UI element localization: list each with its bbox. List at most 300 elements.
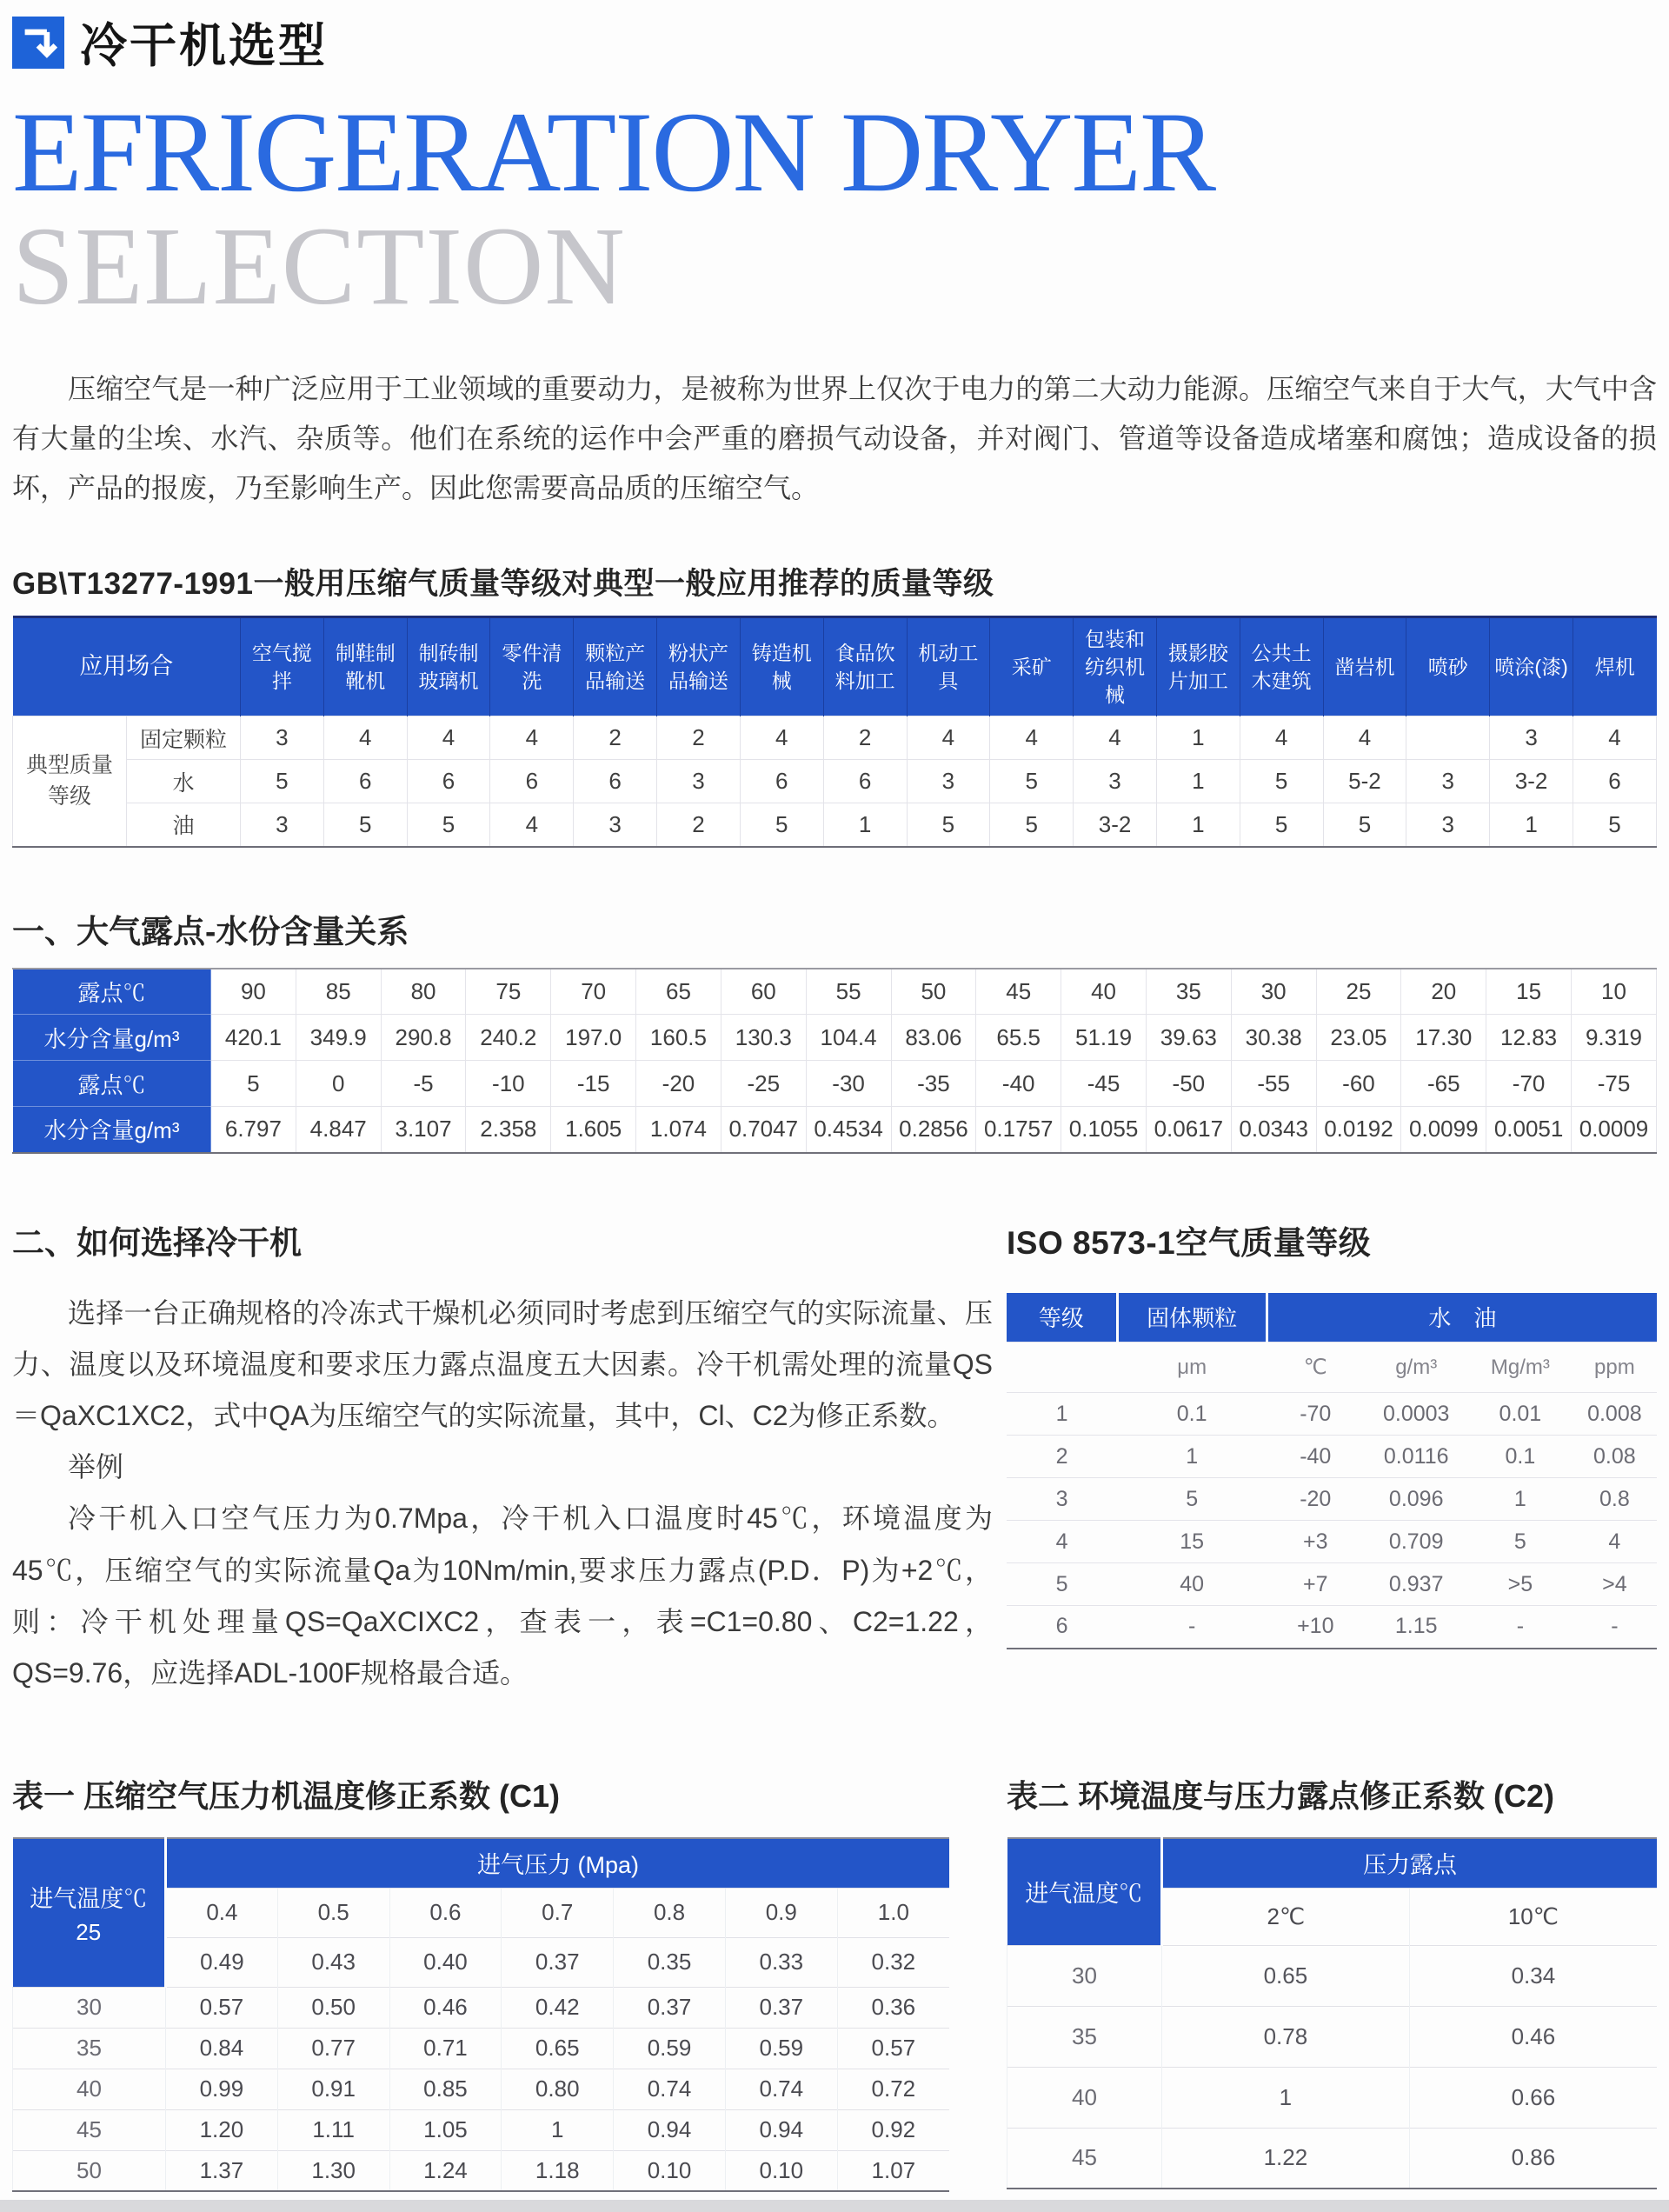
dew-value-cell: 10 (1572, 969, 1657, 1015)
c1-value-cell: 0.46 (389, 1987, 502, 2028)
page-title-cn: 冷干机选型 (80, 20, 328, 72)
gb-column-header: 机动工具 (907, 617, 990, 716)
section1-title: 一、大气露点-水份含量关系 (12, 913, 409, 949)
iso-col-solid: 固体颗粒 (1117, 1293, 1267, 1343)
example-paragraph: 冷干机入口空气压力为0.7Mpa，冷干机入口温度时45℃，环境温度为45℃，压缩空气的实际流量Qa为10Nm/min,要求压力露点(P.D．P)为+2℃，则：冷干机处理量QS=QaXCIXC2，查表一，表=C1=0.80、C2=1.22，QS=9.76，应选择ADL-100F规格最合适。 (12, 1502, 993, 1689)
iso-value-cell: -70 (1267, 1393, 1364, 1436)
c2-row-label: 45 (1007, 2128, 1162, 2189)
dew-value-cell: -30 (806, 1061, 891, 1107)
gb-column-header: 制砖制玻璃机 (407, 617, 490, 716)
c1-value-cell: 0.59 (614, 2028, 726, 2069)
middle-section (12, 1216, 1657, 1700)
dew-value-cell: 0 (296, 1061, 381, 1107)
c1-value-cell: 0.59 (725, 2028, 837, 2069)
iso-col-grade: 等级 (1007, 1293, 1117, 1343)
dew-value-cell: 0.0009 (1572, 1107, 1657, 1153)
gb-quality-table (12, 616, 1657, 848)
dew-value-cell: -70 (1486, 1061, 1572, 1107)
iso-value-cell: 0.01 (1468, 1393, 1573, 1436)
c1-correction-table (12, 1837, 949, 2192)
dew-row-label: 水分含量g/m³ (13, 1015, 211, 1061)
gb-value-cell: 4 (907, 716, 990, 760)
iso-value-cell: 0.937 (1364, 1563, 1468, 1606)
gb-column-header: 空气搅拌 (241, 617, 324, 716)
dew-value-cell: 90 (211, 969, 296, 1015)
dew-value-cell: -75 (1572, 1061, 1657, 1107)
gb-value-cell: 5 (407, 803, 490, 847)
gb-value-cell: 4 (323, 716, 407, 760)
page-bottom-edge (0, 2200, 1669, 2212)
dew-value-cell: 39.63 (1146, 1015, 1231, 1061)
iso-value-cell: +10 (1267, 1606, 1364, 1649)
dew-value-cell: 9.319 (1572, 1015, 1657, 1061)
iso-value-cell: 0.8 (1573, 1478, 1657, 1521)
dew-value-cell: 80 (381, 969, 466, 1015)
gb-value-cell: 4 (490, 803, 574, 847)
table-row (13, 1015, 1657, 1061)
dew-value-cell: -15 (551, 1061, 636, 1107)
table-row (1007, 1563, 1657, 1606)
dew-point-table (12, 968, 1657, 1154)
table-row (1007, 1945, 1658, 2006)
dew-value-cell: 65.5 (976, 1015, 1061, 1061)
gb-column-header: 焊机 (1573, 617, 1657, 716)
c1-value-cell: 0.10 (614, 2150, 726, 2191)
iso-value-cell: 0.1 (1468, 1436, 1573, 1478)
table-row (13, 760, 1657, 803)
c1-table-body (13, 1838, 950, 2191)
dew-value-cell: 25 (1316, 969, 1401, 1015)
gb-value-cell: 6 (823, 760, 907, 803)
c2-table-body (1007, 1838, 1658, 2189)
gb-column-header: 粉状产品输送 (657, 617, 741, 716)
c1-pressure-cell: 0.8 (614, 1888, 726, 1937)
table-row (1007, 1478, 1657, 1521)
dew-value-cell: 70 (551, 969, 636, 1015)
iso-value-cell: 4 (1573, 1521, 1657, 1563)
c1-value-cell: 0.94 (614, 2109, 726, 2150)
dew-value-cell: 6.797 (211, 1107, 296, 1153)
dew-value-cell: 17.30 (1401, 1015, 1486, 1061)
gb-column-header: 包装和纺织机械 (1074, 617, 1157, 716)
c1-column (12, 1772, 993, 2192)
dew-value-cell: 0.0192 (1316, 1107, 1401, 1153)
c1-row-label: 50 (13, 2150, 166, 2191)
gb-table-body (13, 716, 1657, 847)
gb-value-cell: 5 (740, 803, 823, 847)
gb-column-header: 颗粒产品输送 (574, 617, 657, 716)
c2-dewpoint-cell: 10℃ (1409, 1888, 1657, 1945)
dew-value-cell: -50 (1146, 1061, 1231, 1107)
gb-value-cell: 4 (490, 716, 574, 760)
iso-value-cell: 4 (1007, 1521, 1117, 1563)
c1-value-cell: 1.05 (389, 2109, 502, 2150)
c1-value-cell: 0.43 (277, 1937, 389, 1987)
gb-column-header: 摄影胶片加工 (1156, 617, 1240, 716)
gb-value-cell: 2 (823, 716, 907, 760)
iso-col-water-oil: 水 油 (1267, 1293, 1657, 1343)
iso-unit-cell: g/m³ (1364, 1343, 1468, 1393)
gb-value-cell: 5-2 (1323, 760, 1406, 803)
dew-value-cell: 1.074 (636, 1107, 721, 1153)
dew-value-cell: -20 (636, 1061, 721, 1107)
table-row (1007, 1606, 1657, 1649)
gb-value-cell: 3 (1406, 803, 1490, 847)
iso-value-cell: 0.709 (1364, 1521, 1468, 1563)
gb-value-cell: 5 (990, 803, 1074, 847)
dew-value-cell: 30.38 (1231, 1015, 1316, 1061)
dew-value-cell: -45 (1061, 1061, 1147, 1107)
iso-quality-table (1007, 1293, 1657, 1649)
gb-value-cell: 3 (657, 760, 741, 803)
c1-value-cell: 0.65 (502, 2028, 614, 2069)
iso-table-body (1007, 1393, 1657, 1649)
c1-value-cell: 0.57 (837, 2028, 949, 2069)
c1-value-cell: 0.40 (389, 1937, 502, 1987)
iso-unit-cell: ℃ (1267, 1343, 1364, 1393)
c1-value-cell: 0.35 (614, 1937, 726, 1987)
dew-value-cell: 160.5 (636, 1015, 721, 1061)
table-row (1007, 2067, 1658, 2128)
selection-paragraph: 选择一台正确规格的冷冻式干燥机必须同时考虑到压缩空气的实际流量、压力、温度以及环境温度和要求压力露点温度五大因素。冷干机需处理的流量QS＝QaXC1XC2，式中QA为压缩空气的实际流量，其中，Cl、C2为修正系数。 (12, 1296, 993, 1431)
dew-value-cell: 40 (1061, 969, 1147, 1015)
gb-value-cell: 5 (990, 760, 1074, 803)
gb-value-cell: 4 (407, 716, 490, 760)
c1-value-cell: 0.37 (502, 1937, 614, 1987)
table-row (13, 1987, 950, 2028)
dew-value-cell: 0.1757 (976, 1107, 1061, 1153)
iso-value-cell: 5 (1468, 1521, 1573, 1563)
dew-value-cell: 23.05 (1316, 1015, 1401, 1061)
gb-value-cell (1406, 716, 1490, 760)
page-subtitle-en: SELECTION (12, 203, 626, 328)
dew-value-cell: 2.358 (466, 1107, 551, 1153)
iso-value-cell: -20 (1267, 1478, 1364, 1521)
c1-value-cell: 0.36 (837, 1987, 949, 2028)
c1-table-title: 表一 压缩空气压力机温度修正系数 (C1) (12, 1778, 561, 1815)
iso-value-cell: 2 (1007, 1436, 1117, 1478)
gb-column-header: 铸造机械 (740, 617, 823, 716)
dew-value-cell: -10 (466, 1061, 551, 1107)
c1-value-cell: 1.11 (277, 2109, 389, 2150)
c1-value-cell: 1 (502, 2109, 614, 2150)
dew-value-cell: 35 (1146, 969, 1231, 1015)
arrow-glyph (19, 23, 57, 62)
dew-value-cell: 45 (976, 969, 1061, 1015)
gb-row-label: 固定颗粒 (127, 716, 241, 760)
dew-value-cell: 20 (1401, 969, 1486, 1015)
c1-value-cell: 1.37 (166, 2150, 278, 2191)
c1-value-cell: 0.80 (502, 2069, 614, 2109)
gb-value-cell: 5 (907, 803, 990, 847)
iso-value-cell: 0.1 (1117, 1393, 1267, 1436)
gb-value-cell: 4 (1240, 716, 1323, 760)
dew-value-cell: -25 (721, 1061, 806, 1107)
page-title-en: EFRIGERATION DRYER (12, 88, 1215, 216)
dew-value-cell: 0.2856 (891, 1107, 976, 1153)
c2-corner-cell: 进气温度℃ (1007, 1838, 1162, 1945)
gb-value-cell: 1 (1490, 803, 1573, 847)
iso-value-cell: 3 (1007, 1478, 1117, 1521)
iso-value-cell: 1 (1007, 1393, 1117, 1436)
iso-value-cell: 0.0116 (1364, 1436, 1468, 1478)
c1-corner-line2: 25 (76, 1918, 102, 1945)
iso-value-cell: >4 (1573, 1563, 1657, 1606)
gb-value-cell: 3-2 (1490, 760, 1573, 803)
gb-column-header: 零件清洗 (490, 617, 574, 716)
c1-value-cell: 0.94 (725, 2109, 837, 2150)
table-row (1007, 1393, 1657, 1436)
iso-unit-cell: ppm (1573, 1343, 1657, 1393)
c1-value-cell: 0.37 (614, 1987, 726, 2028)
gb-value-cell: 3 (1490, 716, 1573, 760)
iso-value-cell: +3 (1267, 1521, 1364, 1563)
gb-value-cell: 6 (323, 760, 407, 803)
c1-value-cell: 0.57 (166, 1987, 278, 2028)
gb-value-cell: 4 (740, 716, 823, 760)
gb-value-cell: 6 (490, 760, 574, 803)
iso-value-cell: 40 (1117, 1563, 1267, 1606)
iso-column (1007, 1216, 1657, 1649)
iso-unit-cell: μm (1117, 1343, 1267, 1393)
c1-pressure-cell: 0.5 (277, 1888, 389, 1937)
intro-paragraph: 压缩空气是一种广泛应用于工业领域的重要动力，是被称为世界上仅次于电力的第二大动力能源。压缩空气来自于大气，大气中含有大量的尘埃、水汽、杂质等。他们在系统的运作中会严重的磨损气动设备，并对阀门、管道等设备造成堵塞和腐蚀；造成设备的损坏，产品的报废，乃至影响生产。因此您需要高品质的压缩空气。 (12, 373, 1657, 504)
gb-column-header: 喷砂 (1406, 617, 1490, 716)
dew-value-cell: 0.4534 (806, 1107, 891, 1153)
dew-value-cell: -40 (976, 1061, 1061, 1107)
dew-value-cell: 1.605 (551, 1107, 636, 1153)
c2-correction-table (1007, 1837, 1657, 2189)
table-row (1007, 1436, 1657, 1478)
table-row (1007, 2006, 1658, 2067)
c2-row-label: 40 (1007, 2067, 1162, 2128)
table-row (1007, 1521, 1657, 1563)
c1-row-label: 35 (13, 2028, 166, 2069)
gb-value-cell: 2 (657, 716, 741, 760)
dew-value-cell: 75 (466, 969, 551, 1015)
iso-value-cell: -40 (1267, 1436, 1364, 1478)
c1-value-cell: 0.10 (725, 2150, 837, 2191)
c2-value-cell: 0.66 (1409, 2067, 1657, 2128)
c1-value-cell: 0.49 (166, 1937, 278, 1987)
iso-value-cell: 5 (1007, 1563, 1117, 1606)
iso-value-cell: 6 (1007, 1606, 1117, 1649)
dew-value-cell: 0.1055 (1061, 1107, 1147, 1153)
c1-pressure-cell: 0.6 (389, 1888, 502, 1937)
c1-pressure-cell: 0.7 (502, 1888, 614, 1937)
gb-value-cell: 1 (1156, 716, 1240, 760)
gb-column-header: 采矿 (990, 617, 1074, 716)
dew-value-cell: 420.1 (211, 1015, 296, 1061)
c2-table-title: 表二 环境温度与压力露点修正系数 (C2) (1007, 1778, 1555, 1815)
dew-row-label: 露点℃ (13, 969, 211, 1015)
iso-value-cell: +7 (1267, 1563, 1364, 1606)
gb-row-group-label: 典型质量等级 (13, 716, 127, 847)
iso-value-cell: - (1468, 1606, 1573, 1649)
c1-value-cell: 0.84 (166, 2028, 278, 2069)
dew-value-cell: 0.0099 (1401, 1107, 1486, 1153)
dew-value-cell: 65 (636, 969, 721, 1015)
dew-value-cell: 130.3 (721, 1015, 806, 1061)
c1-row-label: 45 (13, 2109, 166, 2150)
c2-row-label: 30 (1007, 1945, 1162, 2006)
iso-header-row (1007, 1293, 1657, 1343)
table-row (1007, 2128, 1658, 2189)
c1-value-cell: 0.37 (725, 1987, 837, 2028)
gb-value-cell: 5 (1323, 803, 1406, 847)
iso-value-cell: 0.08 (1573, 1436, 1657, 1478)
page-header (12, 9, 1657, 76)
dew-value-cell: 30 (1231, 969, 1316, 1015)
dew-value-cell: 5 (211, 1061, 296, 1107)
gb-value-cell: 5 (241, 760, 324, 803)
c2-column (1007, 1772, 1657, 2189)
c1-value-cell: 0.50 (277, 1987, 389, 2028)
c2-value-cell: 0.86 (1409, 2128, 1657, 2189)
dew-value-cell: 83.06 (891, 1015, 976, 1061)
gb-value-cell: 6 (1573, 760, 1657, 803)
c1-value-cell: 0.92 (837, 2109, 949, 2150)
table-row (13, 2109, 950, 2150)
gb-value-cell: 4 (1573, 716, 1657, 760)
iso-value-cell: 0.096 (1364, 1478, 1468, 1521)
dew-value-cell: -65 (1401, 1061, 1486, 1107)
dew-value-cell: 12.83 (1486, 1015, 1572, 1061)
dew-row-label: 水分含量g/m³ (13, 1107, 211, 1153)
c2-value-cell: 1 (1162, 2067, 1410, 2128)
iso-table-title: ISO 8573-1空气质量等级 (1007, 1224, 1372, 1261)
c1-row-label: 40 (13, 2069, 166, 2109)
gb-value-cell: 1 (1156, 803, 1240, 847)
c2-value-cell: 0.65 (1162, 1945, 1410, 2006)
table-row (13, 1061, 1657, 1107)
iso-table-head (1007, 1293, 1657, 1393)
dew-value-cell: 60 (721, 969, 806, 1015)
dew-value-cell: 51.19 (1061, 1015, 1147, 1061)
dew-value-cell: 50 (891, 969, 976, 1015)
gb-table-head (13, 617, 1657, 716)
dew-value-cell: 15 (1486, 969, 1572, 1015)
gb-value-cell: 6 (407, 760, 490, 803)
bottom-section (12, 1772, 1657, 2192)
gb-column-header: 公共土木建筑 (1240, 617, 1323, 716)
gb-row-label: 油 (127, 803, 241, 847)
iso-unit-cell: Mg/m³ (1468, 1343, 1573, 1393)
gb-value-cell: 3 (907, 760, 990, 803)
gb-value-cell: 1 (823, 803, 907, 847)
gb-value-cell: 5 (1573, 803, 1657, 847)
c1-row-label: 30 (13, 1987, 166, 2028)
c1-corner-cell (13, 1838, 166, 1987)
gb-value-cell: 3-2 (1074, 803, 1157, 847)
gb-value-cell: 4 (990, 716, 1074, 760)
gb-value-cell: 1 (1156, 760, 1240, 803)
c1-value-cell: 0.77 (277, 2028, 389, 2069)
gb-value-cell: 6 (740, 760, 823, 803)
iso-value-cell: - (1573, 1606, 1657, 1649)
c1-pressure-cell: 0.4 (166, 1888, 278, 1937)
table-row (13, 2069, 950, 2109)
selection-guide-column (12, 1216, 993, 1700)
c1-value-cell: 0.91 (277, 2069, 389, 2109)
gb-value-cell: 5 (1240, 760, 1323, 803)
dew-value-cell: 349.9 (296, 1015, 381, 1061)
c1-value-cell: 1.24 (389, 2150, 502, 2191)
dew-value-cell: 0.0617 (1146, 1107, 1231, 1153)
c2-row-label: 35 (1007, 2006, 1162, 2067)
iso-units-row (1007, 1343, 1657, 1393)
table-row (13, 2150, 950, 2191)
c1-value-cell: 1.18 (502, 2150, 614, 2191)
dew-value-cell: -5 (381, 1061, 466, 1107)
c1-pressure-cell: 1.0 (837, 1888, 949, 1937)
table-row (13, 803, 1657, 847)
gb-value-cell: 3 (241, 803, 324, 847)
gb-value-cell: 4 (1323, 716, 1406, 760)
c2-value-cell: 1.22 (1162, 2128, 1410, 2189)
gb-value-cell: 3 (241, 716, 324, 760)
dew-row-label: 露点℃ (13, 1061, 211, 1107)
dew-table-body (13, 969, 1657, 1153)
iso-value-cell: 1 (1468, 1478, 1573, 1521)
gb-header-row (13, 617, 1657, 716)
iso-value-cell: 15 (1117, 1521, 1267, 1563)
c1-value-cell: 1.20 (166, 2109, 278, 2150)
gb-value-cell: 6 (574, 760, 657, 803)
table-row (13, 716, 1657, 760)
iso-value-cell: 1.15 (1364, 1606, 1468, 1649)
c2-value-cell: 0.78 (1162, 2006, 1410, 2067)
c1-value-cell: 0.85 (389, 2069, 502, 2109)
c1-value-cell: 0.33 (725, 1937, 837, 1987)
dew-value-cell: -55 (1231, 1061, 1316, 1107)
dew-value-cell: 0.7047 (721, 1107, 806, 1153)
iso-value-cell: 5 (1117, 1478, 1267, 1521)
c1-value-cell: 0.32 (837, 1937, 949, 1987)
gb-value-cell: 4 (1074, 716, 1157, 760)
table-row (13, 969, 1657, 1015)
gb-value-cell: 5 (1240, 803, 1323, 847)
table-row (13, 1107, 1657, 1153)
gb-value-cell: 2 (574, 716, 657, 760)
gb-row-label: 水 (127, 760, 241, 803)
gb-value-cell: 3 (1406, 760, 1490, 803)
c1-pressure-cell: 0.9 (725, 1888, 837, 1937)
c1-header-row (13, 1838, 950, 1888)
gb-corner-label: 应用场合 (13, 617, 241, 716)
iso-value-cell: 1 (1117, 1436, 1267, 1478)
iso-value-cell: 0.008 (1573, 1393, 1657, 1436)
gb-value-cell: 2 (657, 803, 741, 847)
section2-title: 二、如何选择冷干机 (12, 1224, 302, 1261)
dew-value-cell: 0.0343 (1231, 1107, 1316, 1153)
c1-value-cell: 0.72 (837, 2069, 949, 2109)
dew-value-cell: 0.0051 (1486, 1107, 1572, 1153)
c1-span-header: 进气压力 (Mpa) (166, 1838, 950, 1888)
c1-corner-line1: 进气温度℃ (30, 1885, 148, 1912)
gb-table-title: GB\T13277-1991一般用压缩气质量等级对典型一般应用推荐的质量等级 (12, 567, 994, 602)
gb-column-header: 喷涂(漆) (1490, 617, 1573, 716)
c1-value-cell: 0.71 (389, 2028, 502, 2069)
iso-value-cell: 0.0003 (1364, 1393, 1468, 1436)
gb-value-cell: 3 (574, 803, 657, 847)
iso-value-cell: >5 (1468, 1563, 1573, 1606)
iso-unit-blank (1007, 1343, 1117, 1393)
dew-value-cell: 104.4 (806, 1015, 891, 1061)
arrow-right-down-icon (12, 17, 64, 69)
dew-value-cell: 3.107 (381, 1107, 466, 1153)
c2-dewpoint-cell: 2℃ (1162, 1888, 1410, 1945)
